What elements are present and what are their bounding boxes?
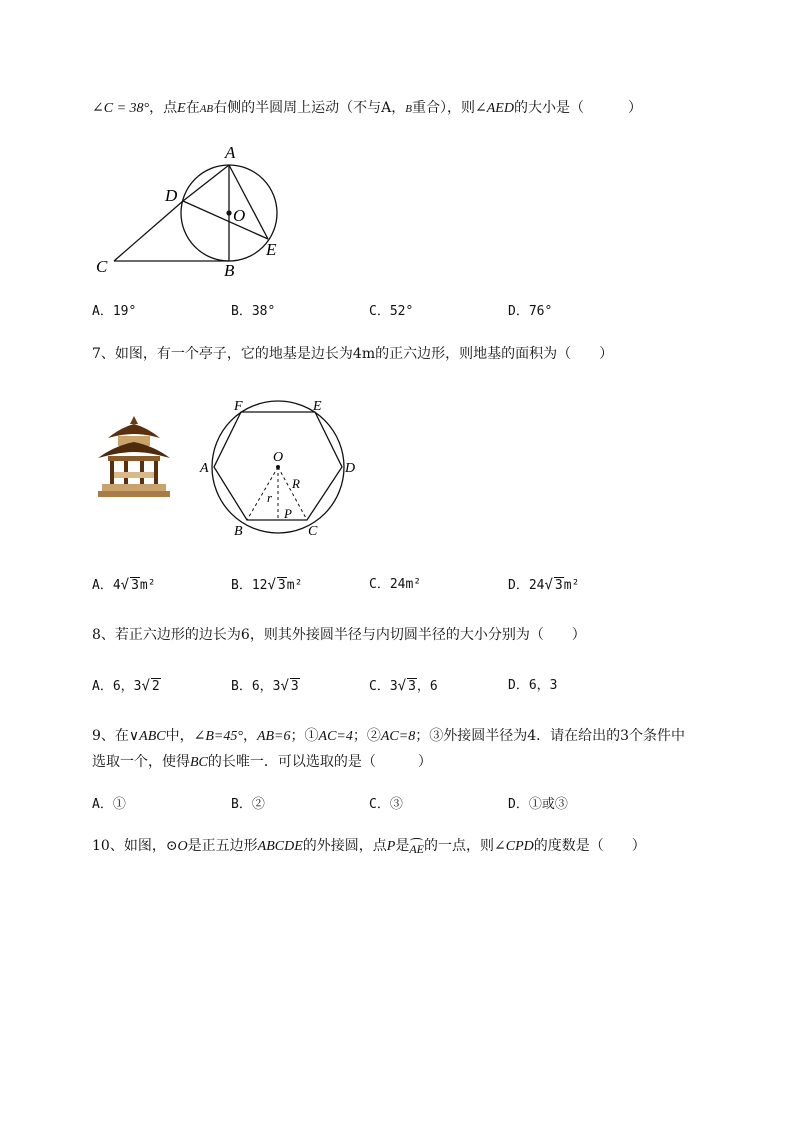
q6-label-a: A xyxy=(225,143,236,162)
q8-option-d[interactable]: D．6，3 xyxy=(508,678,558,693)
q7-stem: 7、如图，有一个亭子，它的地基是边长为4m的正六边形，则地基的面积为（ ） xyxy=(92,346,614,362)
q10-arc-ae: AE xyxy=(409,839,424,859)
q6-option-a[interactable]: A．19° xyxy=(92,304,137,319)
q7-option-b[interactable]: B．12√ 3m² xyxy=(231,577,303,593)
q9-option-d[interactable]: D．①或③ xyxy=(508,797,568,812)
q7-center-dot xyxy=(276,465,280,469)
q7-label-c: C xyxy=(308,524,318,539)
q8-option-c[interactable]: C．3√ 3，6 xyxy=(369,678,438,694)
q9-option-b[interactable]: B．② xyxy=(231,797,265,812)
q6-label-b: B xyxy=(224,261,235,280)
q9-stem-line2: 选取一个，使得BC的长唯一．可以选取的是（ ） xyxy=(92,754,432,770)
q7-label-a: A xyxy=(200,461,209,476)
q6-figure xyxy=(88,138,298,280)
q6-label-o: O xyxy=(233,206,246,225)
q7-label-o: O xyxy=(273,450,284,465)
q6-option-d[interactable]: D．76° xyxy=(508,304,553,319)
q6-option-b[interactable]: B．38° xyxy=(231,304,276,319)
q7-option-a[interactable]: A．4√ 3m² xyxy=(92,577,156,593)
q6-line-ae xyxy=(229,165,268,239)
q7-radius-oc xyxy=(278,467,307,520)
q6-label-e: E xyxy=(266,240,277,259)
q7-label-r-small: r xyxy=(267,490,273,505)
q8-stem: 8、若正六边形的边长为6，则其外接圆半径与内切圆半径的大小分别为（ ） xyxy=(92,627,586,643)
q10-stem: 10、如图，⊙O是正五边形ABCDE的外接圆，点P是AE的一点，则∠CPD的度数是（ ） xyxy=(92,836,646,857)
q6-label-d: D xyxy=(165,186,178,205)
q9-stem-line1: 9、在∨ABC中，∠B=45°，AB=6；①AC=4；②AC=8；③外接圆半径为4．请在给出的3个条件中 xyxy=(92,728,686,744)
q7-option-c[interactable]: C．24m² xyxy=(369,577,422,592)
q8-option-b[interactable]: B．6，3√ 3 xyxy=(231,678,299,694)
q7-label-f: F xyxy=(234,399,243,414)
q6-option-c[interactable]: C．52° xyxy=(369,304,414,319)
q6-line-cd xyxy=(114,201,183,261)
q7-label-e: E xyxy=(313,399,322,414)
q6-stem: ∠C = 38°，点E在AB右侧的半圆周上运动（不与A，B重合），则∠AED的大小是（ ） xyxy=(92,100,642,116)
q9-option-c[interactable]: C．③ xyxy=(369,797,403,812)
q7-radius-ob xyxy=(247,467,278,520)
q7-label-p: P xyxy=(284,506,292,521)
q7-label-r-big: R xyxy=(292,476,300,491)
q7-label-d: D xyxy=(345,461,356,476)
q6-line-de xyxy=(183,201,268,239)
q8-option-a[interactable]: A．6，3√ 2 xyxy=(92,678,160,694)
q7-figure xyxy=(198,396,363,542)
q6-label-c: C xyxy=(96,257,108,276)
q7-option-d[interactable]: D．24√ 3m² xyxy=(508,577,580,593)
q7-label-b: B xyxy=(234,524,243,539)
q6-center-dot xyxy=(226,210,231,215)
q6-angle-c: ∠C = 38° xyxy=(92,101,150,116)
q9-option-a[interactable]: A．① xyxy=(92,797,126,812)
pavilion-icon xyxy=(94,414,174,500)
